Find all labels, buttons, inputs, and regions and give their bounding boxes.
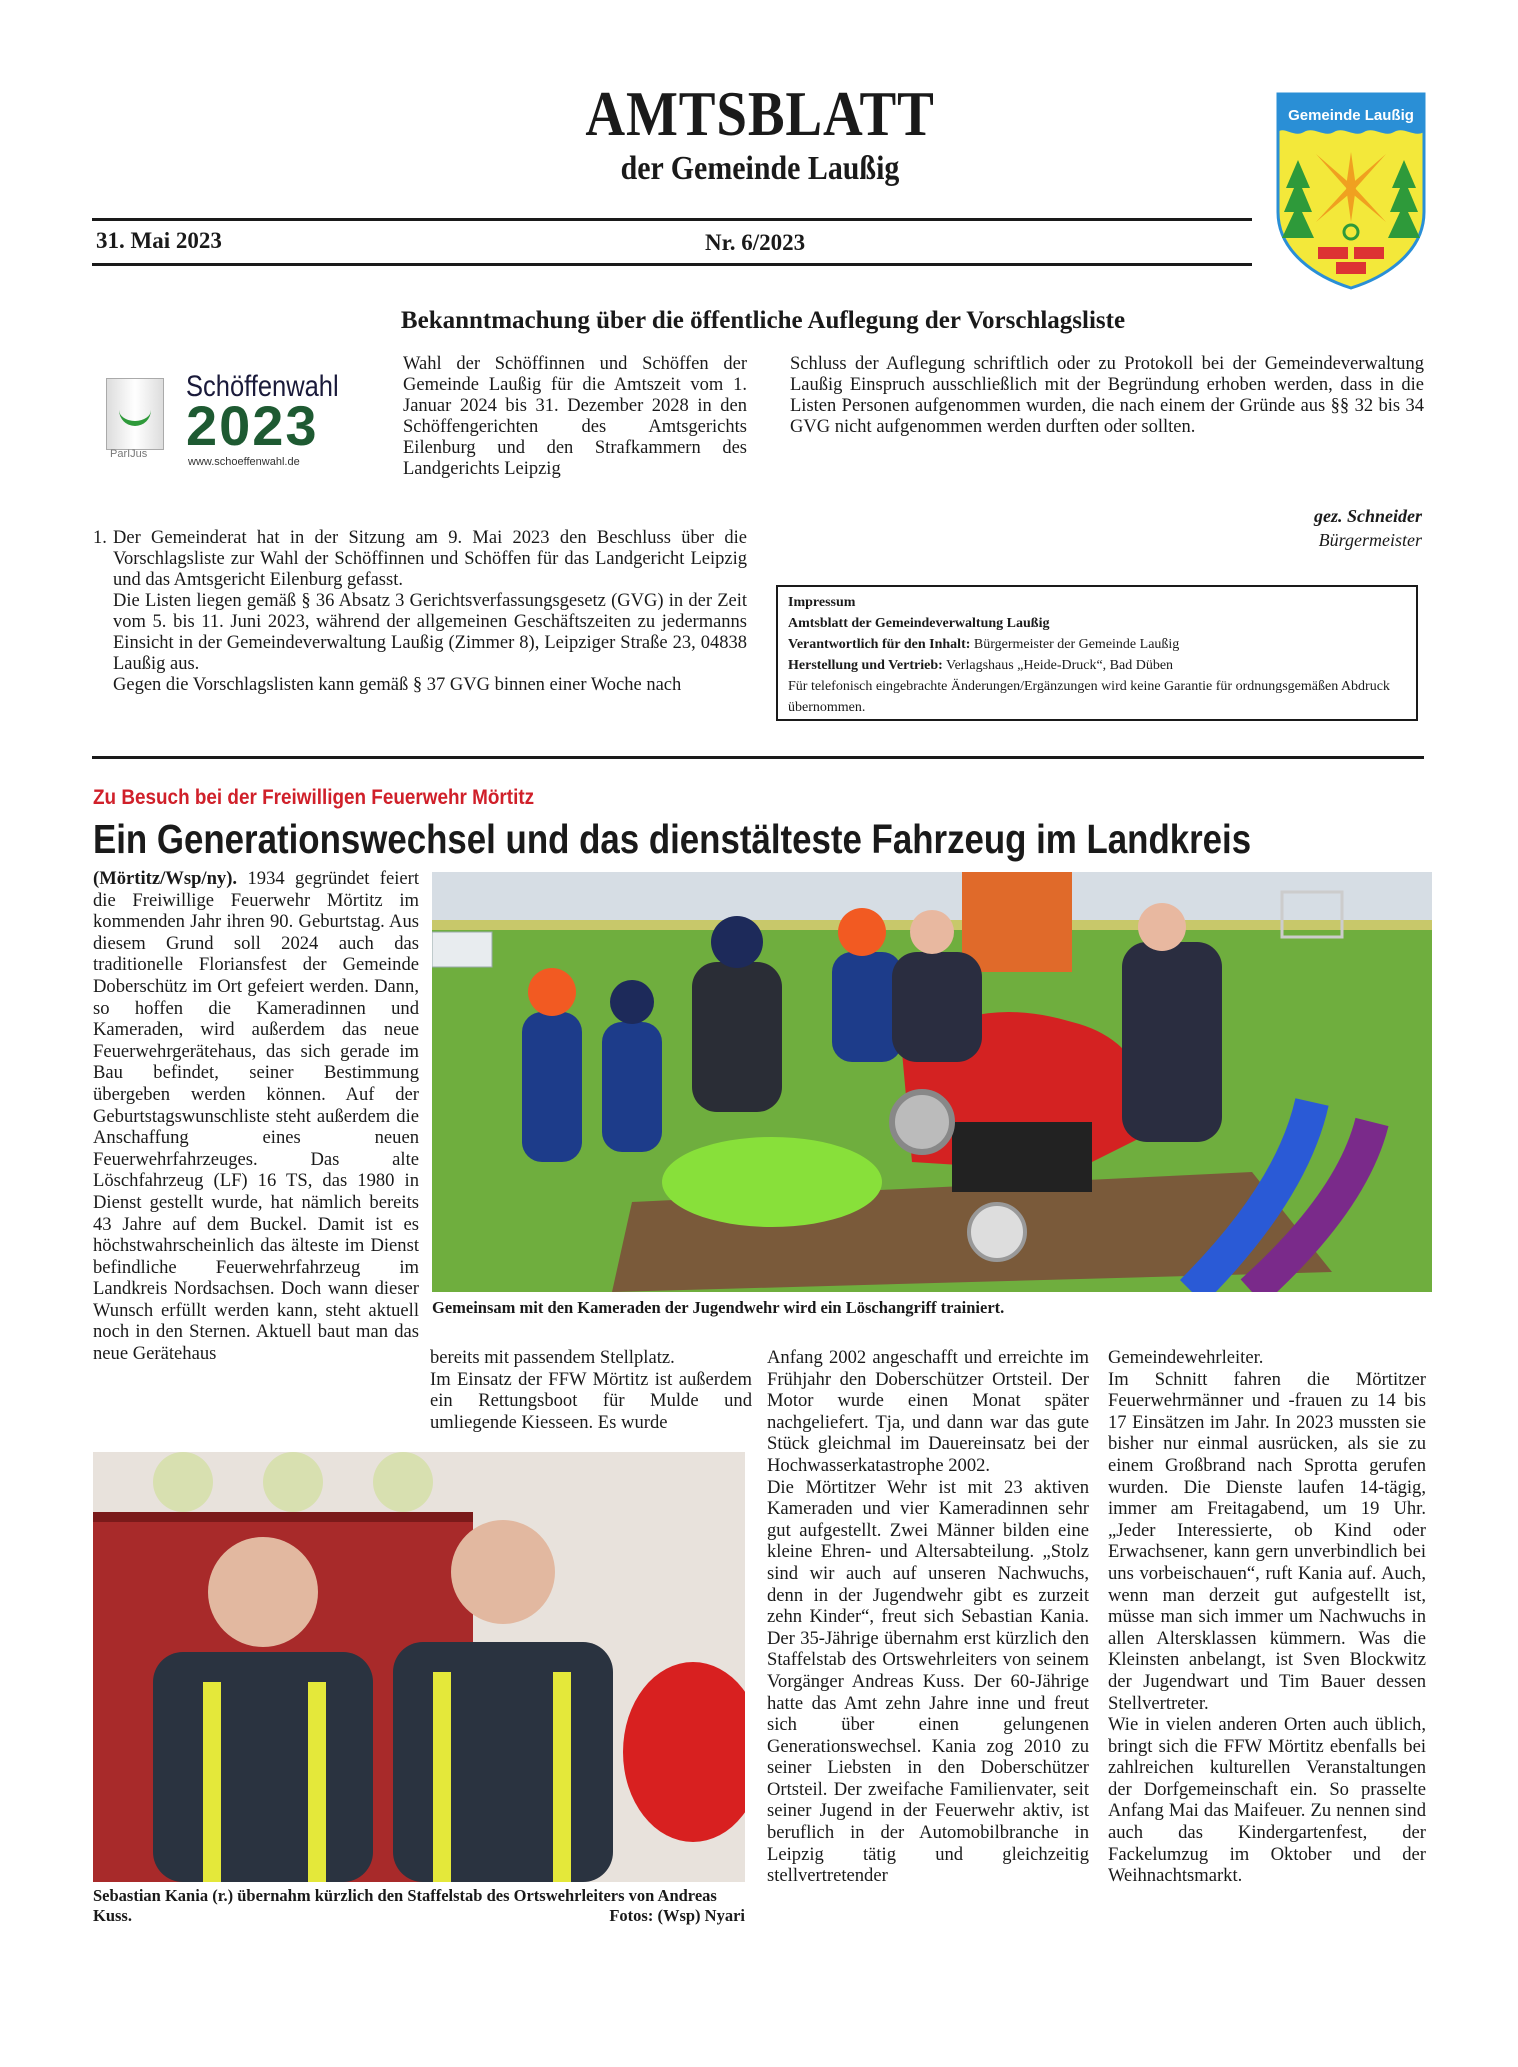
article-text: Gemeindewehrleiter. xyxy=(1108,1347,1264,1368)
article-text: Im Einsatz der FFW Mörtitz ist außerdem ein Rettungsboot für Mulde und umliegende Kiesseen. Es wurde xyxy=(430,1368,752,1433)
notice-intro: Wahl der Schöffinnen und Schöffen der Gemeinde Laußig für die Amtszeit vom 1. Januar 2024 bis 31. Dezember 2028 in den Schöffengerichten des Amtsgerichts Eilenburg und den Strafkammern des Landgerichts Leipzig xyxy=(403,354,747,479)
notice-continuation: Schluss der Auflegung schriftlich oder zu Protokoll bei der Gemeindeverwaltung Laußig Einspruch ausschließlich mit der Begründung erhoben werden, dass in die Listen Personen aufgenommen wurden, die nach einem der Gründe aus §§ 32 bis 34 GVG nicht aufgenommen werden durften oder sollten. xyxy=(790,354,1424,437)
fire-truck xyxy=(962,872,1072,972)
article-column-2 xyxy=(430,1347,752,1433)
masthead-rule-top xyxy=(92,218,1252,221)
newspaper-title: AMTSBLATT xyxy=(585,78,935,149)
notice-item-1 xyxy=(93,528,747,696)
article-text: 1934 gegründet feiert die Freiwillige Feuerwehr Mörtitz im kommenden Jahr ihren 90. Geburtstag. Aus diesem Grund soll 2024 auch das traditionelle Floriansfest der Gemeinde Doberschütz im Ort gefeiert werden. Dann, so hoffen die Kameradinnen und Kameraden, wird außerdem das neue Feuerwehrgerätehaus, das sich gerade im Bau befindet, seiner Bestimmung übergeben werden können. Auf der Geburtstagswunschliste steht außerdem die Anschaffung eines neuen Feuerwehrfahrzeuges. Das alte Löschfahrzeug (LF) 16 TS, das 1980 in Dienst gestellt wurde, hat nämlich bereits 43 Jahre auf dem Buckel. Damit ist es höchstwahrscheinlich das älteste im Dienst befindliche Feuerwehrfahrzeug im Landkreis Nordsachsen. Doch wann dieser Wunsch erfüllt werden kann, steht aktuell noch in den Sternen. Aktuell baut man das neue Gerätehaus xyxy=(93,868,419,1365)
issue-date: 31. Mai 2023 xyxy=(96,228,222,253)
impressum-heading: Impressum xyxy=(788,595,856,610)
logo-year: 2023 xyxy=(186,394,319,457)
parijus-emblem xyxy=(106,378,164,450)
photo-handover xyxy=(93,1452,745,1882)
article-column-4 xyxy=(1108,1347,1426,1887)
photo-caption-handover xyxy=(93,1886,745,1926)
notice-item-paragraph: Die Listen liegen gemäß § 36 Absatz 3 Gerichtsverfassungsgesetz (GVG) in der Zeit vom 5. bis 11. Juni 2023, während der allgemeinen Geschäftszeiten zu jedermanns Einsicht in der Gemeindeverwaltung Laußig (Zimmer 8), Leipziger Straße 23, 04838 Laußig aus. xyxy=(113,591,747,674)
logo-url: www.schoeffenwahl.de xyxy=(188,456,300,468)
impressum-publication: Amtsblatt der Gemeindeverwaltung Laußig xyxy=(788,616,1050,631)
child-1 xyxy=(522,1012,582,1162)
masthead-rule-bottom xyxy=(92,263,1252,266)
andreas-kuss xyxy=(153,1652,373,1882)
impressum-production-label: Herstellung und Vertrieb: xyxy=(788,658,943,673)
notice-item-number: 1. xyxy=(93,528,107,548)
impressum-responsible-value: Bürgermeister der Gemeinde Laußig xyxy=(973,637,1180,652)
parijus-icon xyxy=(119,403,151,426)
photo-credit: Fotos: (Wsp) Nyari xyxy=(609,1906,745,1925)
article-text: Wie in vielen anderen Orten auch üblich, bringt sich die FFW Mörtitz ebenfalls bei zahlreichen kulturellen Veranstaltungen der Dorfgemeinschaft ein. So prasselte Anfang Mai das Maifeuer. Zu nennen sind auch das Kindergartenfest, der Fackelumzug im Oktober und der Weihnachtsmarkt. xyxy=(1108,1714,1426,1887)
article-kicker: Zu Besuch bei der Freiwilligen Feuerwehr Mörtitz xyxy=(93,786,535,809)
helmet xyxy=(263,1452,323,1512)
sebastian-kania xyxy=(393,1642,613,1882)
article-text: Die Mörtitzer Wehr ist mit 23 aktiven Kameraden und vier Kameradinnen sehr gut aufgestellt. Zwei Männer bilden eine kleine Ehren- und Altersabteilung. „Stolz sind wir auch auf unseren Nachwuchs, denn in der Jugendwehr gibt es zurzeit zehn Kinder“, freut sich Sebastian Kania. Der 35-Jährige übernahm erst kürzlich den Staffelstab des Ortswehrleiters von seinem Vorgänger Andreas Kuss. Der 60-Jährige hatte das Amt zehn Jahre inne und freut sich über einen gelungenen Generationswechsel. Kania zog 2010 zu seiner Liebsten in den Doberschützer Ortsteil. Der zweifache Familienvater, seit seiner Jugend in der Feuerwehr aktiv, ist beruflich in der Automobilbranche in Leipzig tätig und gleichzeitig stellvertretender xyxy=(767,1476,1089,1887)
signature-name: gez. Schneider xyxy=(1314,506,1422,526)
article-text: Im Schnitt fahren die Mörtitzer Feuerwehrmänner und -frauen zu 14 bis 17 Einsätzen im Jahr. In 2023 mussten sie bisher nur einmal ausrücken, als sie zu einem Großbrand nach Sprotta gerufen wurden. Die Dienste laufen 14-tägig, immer am Freitagabend, um 19 Uhr. „Jeder Interessierte, ob Kind oder Erwachsener, kann gern unverbindlich bei uns vorbeischauen“, ruft Kania auf. Auch, wenn man derzeit gut aufgestellt ist, müsse man sich immer um Nachwuchs in allen Altersklassen kümmern. Was die Kleinsten anbelangt, ist Sven Blockwitz der Jugendwart und Tim Bauer dessen Stellvertreter. xyxy=(1108,1368,1426,1714)
child-3 xyxy=(832,952,902,1062)
parijus-label: ParIJus xyxy=(110,448,148,460)
issue-number: Nr. 6/2023 xyxy=(705,230,806,255)
green-hoses xyxy=(662,1137,882,1227)
helmet xyxy=(153,1452,213,1512)
helmet xyxy=(373,1452,433,1512)
impressum-disclaimer: Für telefonisch eingebrachte Änderungen/Ergänzungen wird keine Garantie für ordnungsgemäßen Abdruck übernommen. xyxy=(788,679,1390,715)
article-text: Anfang 2002 angeschafft und erreichte im Frühjahr den Doberschützer Ortsteil. Der Motor wurde einen Monat später nachgeliefert. Tja, und dann war das gute Stück gleichmal im Dauereinsatz bei der Hochwasserkatastrophe 2002. xyxy=(767,1347,1089,1476)
article-column-1 xyxy=(93,868,419,1365)
article-column-3 xyxy=(767,1347,1089,1887)
impressum-responsible-label: Verantwortlich für den Inhalt: xyxy=(788,637,971,652)
article-dateline: (Mörtitz/Wsp/ny). xyxy=(93,868,238,889)
newspaper-subtitle: der Gemeinde Laußig xyxy=(620,150,900,187)
child-2 xyxy=(602,1022,662,1152)
firefighter-1 xyxy=(692,962,782,1112)
municipal-crest xyxy=(1276,92,1426,297)
firefighter-2 xyxy=(892,952,982,1062)
impressum-production-value: Verlagshaus „Heide-Druck“, Bad Düben xyxy=(946,658,1174,673)
signature-role: Bürgermeister xyxy=(1318,530,1422,550)
firefighter-3 xyxy=(1122,942,1222,1142)
notice-item-paragraph: Gegen die Vorschlagslisten kann gemäß § 37 GVG binnen einer Woche nach xyxy=(113,675,682,695)
article-headline: Ein Generationswechsel und das dienstälteste Fahrzeug im Landkreis xyxy=(93,816,1252,862)
impressum-box xyxy=(776,585,1418,721)
notice-item-paragraph: Der Gemeinderat hat in der Sitzung am 9. Mai 2023 den Beschluss über die Vorschlagsliste zur Wahl der Schöffinnen und Schöffen für das Landgericht Leipzig und das Amtsgericht Eilenburg gefasst. xyxy=(113,528,747,590)
photo-training xyxy=(432,872,1432,1292)
photo-caption-training: Gemeinsam mit den Kameraden der Jugendwehr wird ein Löschangriff trainiert. xyxy=(432,1298,1005,1317)
article-text: bereits mit passendem Stellplatz. xyxy=(430,1347,675,1368)
logo-title: Schöffenwahl xyxy=(186,370,339,403)
section-divider xyxy=(92,756,1424,759)
notice-title: Bekanntmachung über die öffentliche Auflegung der Vorschlagsliste xyxy=(400,307,1126,334)
schoeffenwahl-logo xyxy=(106,368,381,478)
crest-label: Gemeinde Laußig xyxy=(1288,107,1414,124)
caption-text: Sebastian Kania (r.) übernahm kürzlich den Staffelstab des Ortswehrleiters von Andreas Kuss. xyxy=(93,1886,717,1925)
